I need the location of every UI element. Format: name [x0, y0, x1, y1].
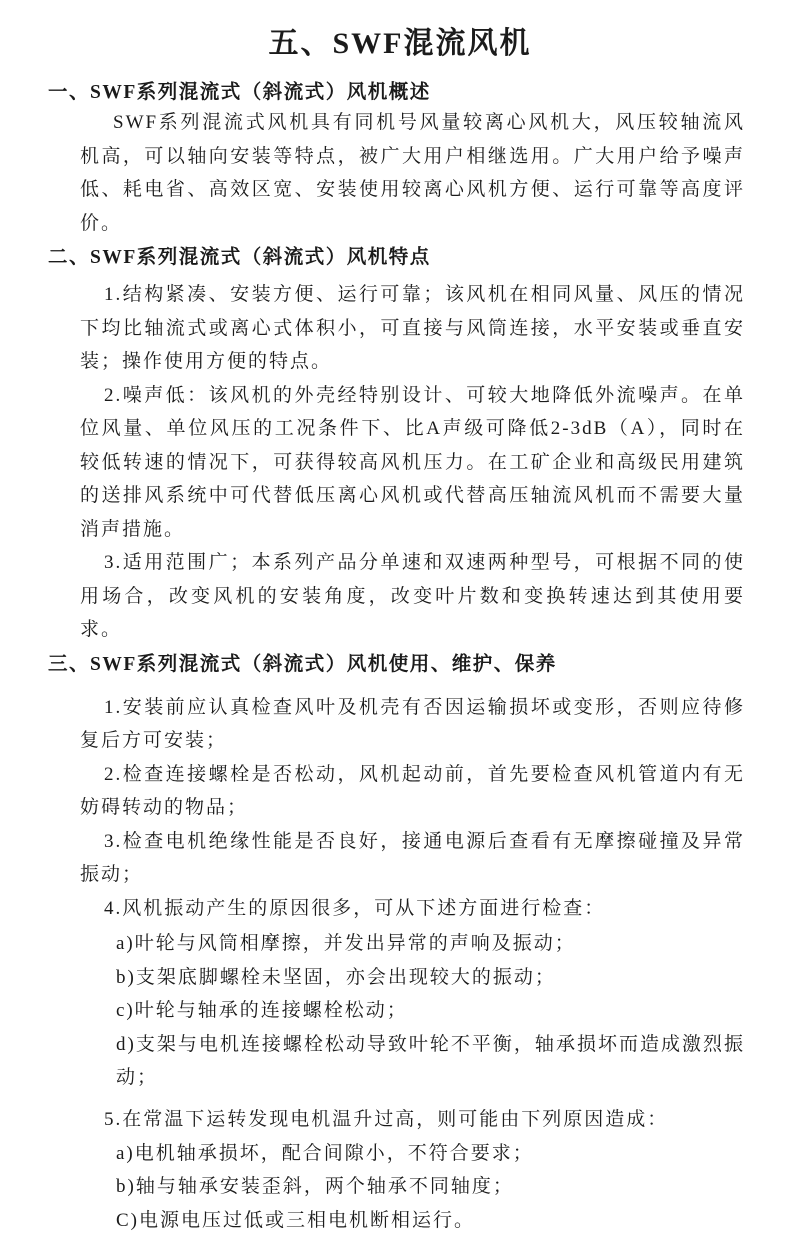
overview-paragraph: SWF系列混流式风机具有同机号风量较离心风机大，风压较轴流风机高，可以轴向安装等特点，被广大用户相继选用。广大用户给予噪声低、耗电省、高效区宽、安装使用较离心风机方便、运行可靠等高度评价。: [80, 106, 745, 240]
page-title: 五、SWF混流风机: [0, 24, 800, 64]
feature-item-1: 1.结构紧凑、安装方便、运行可靠；该风机在相同风量、风压的情况下均比轴流式或离心式体积小，可直接与风筒连接，水平安装或垂直安装；操作使用方便的特点。: [80, 278, 745, 379]
maintenance-subitem-4a: a)叶轮与风筒相摩擦，并发出异常的声响及振动；: [116, 927, 745, 961]
maintenance-subitem-5b: b)轴与轴承安装歪斜，两个轴承不同轴度；: [116, 1170, 745, 1204]
maintenance-item-1: 1.安装前应认真检查风叶及机壳有否因运输损坏或变形，否则应待修复后方可安装；: [80, 691, 745, 758]
feature-item-3: 3.适用范围广；本系列产品分单速和双速两种型号，可根据不同的使用场合，改变风机的安装角度，改变叶片数和变换转速达到其使用要求。: [80, 546, 745, 647]
section-maintenance-heading: 三、SWF系列混流式（斜流式）风机使用、维护、保养: [48, 653, 750, 677]
section-overview-heading: 一、SWF系列混流式（斜流式）风机概述: [48, 81, 750, 105]
maintenance-subitem-4d: d)支架与电机连接螺栓松动导致叶轮不平衡，轴承损坏而造成激烈振动；: [116, 1028, 745, 1095]
maintenance-subitem-4b: b)支架底脚螺栓未坚固，亦会出现较大的振动；: [116, 961, 745, 995]
maintenance-subitem-4c: c)叶轮与轴承的连接螺栓松动；: [116, 994, 745, 1028]
maintenance-subitem-5a: a)电机轴承损坏，配合间隙小，不符合要求；: [116, 1137, 745, 1171]
maintenance-item-2: 2.检查连接螺栓是否松动，风机起动前，首先要检查风机管道内有无妨碍转动的物品；: [80, 758, 745, 825]
maintenance-item-5: 5.在常温下运转发现电机温升过高，则可能由下列原因造成：: [80, 1103, 745, 1137]
maintenance-item-3: 3.检查电机绝缘性能是否良好，接通电源后查看有无摩擦碰撞及异常振动；: [80, 825, 745, 892]
document-page: [0, 24, 800, 1044]
maintenance-item-4: 4.风机振动产生的原因很多，可从下述方面进行检查：: [80, 892, 745, 926]
section-features-heading: 二、SWF系列混流式（斜流式）风机特点: [48, 246, 750, 270]
feature-item-2: 2.噪声低：该风机的外壳经特别设计、可较大地降低外流噪声。在单位风量、单位风压的工况条件下、比A声级可降低2-3dB（A），同时在较低转速的情况下，可获得较高风机压力。在工矿企业和高级民用建筑的送排风系统中可代替低压离心风机或代替高压轴流风机而不需要大量消声措施。: [80, 379, 745, 547]
maintenance-subitem-5c: C)电源电压过低或三相电机断相运行。: [116, 1204, 745, 1237]
